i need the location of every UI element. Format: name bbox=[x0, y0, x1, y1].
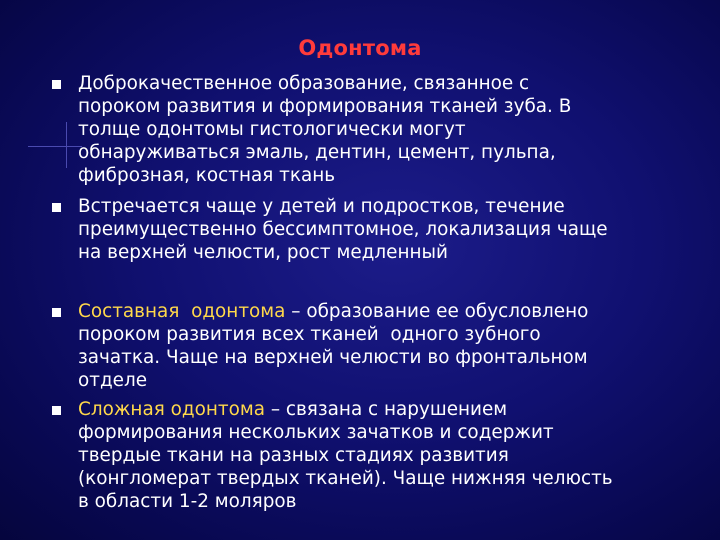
text-line: отделе bbox=[78, 370, 148, 391]
text-line: преимущественно бессимптомное, локализация чаще bbox=[78, 219, 608, 240]
text-line: в области 1-2 моляров bbox=[78, 491, 297, 512]
text-line: зачатка. Чаще на верхней челюсти во фронтальном bbox=[78, 347, 588, 368]
text-line: на верхней челюсти, рост медленный bbox=[78, 242, 448, 263]
text-line: твердые ткани на разных стадиях развития bbox=[78, 445, 509, 466]
text-line: Доброкачественное образование, связанное с bbox=[78, 73, 530, 94]
text-line: толще одонтомы гистологически могут bbox=[78, 119, 466, 140]
square-bullet-icon bbox=[52, 203, 61, 212]
text-fragment: – связана с нарушением bbox=[264, 399, 508, 420]
text-line: фиброзная, костная ткань bbox=[78, 165, 336, 186]
square-bullet-icon bbox=[52, 80, 61, 89]
highlighted-term: Сложная одонтома bbox=[78, 399, 265, 420]
text-line: пороком развития всех тканей одного зубного bbox=[78, 324, 541, 345]
text-line: (конгломерат твердых тканей). Чаще нижняя челюсть bbox=[78, 468, 613, 489]
text-line: Встречается чаще у детей и подростков, течение bbox=[78, 196, 565, 217]
text-line: обнаруживаться эмаль, дентин, цемент, пульпа, bbox=[78, 142, 556, 163]
square-bullet-icon bbox=[52, 406, 61, 415]
square-bullet-icon bbox=[52, 308, 61, 317]
highlighted-term: Составная одонтома bbox=[78, 301, 286, 322]
slide-title: Одонтома bbox=[298, 36, 422, 60]
text-line bbox=[78, 300, 588, 323]
text-line bbox=[78, 398, 507, 421]
text-fragment: – образование ее обусловлено bbox=[285, 301, 589, 322]
text-line: пороком развития и формирования тканей зуба. В bbox=[78, 96, 572, 117]
decorative-line-vertical bbox=[66, 122, 67, 168]
decorative-line-horizontal bbox=[28, 146, 82, 147]
text-line: формирования нескольких зачатков и содержит bbox=[78, 422, 554, 443]
